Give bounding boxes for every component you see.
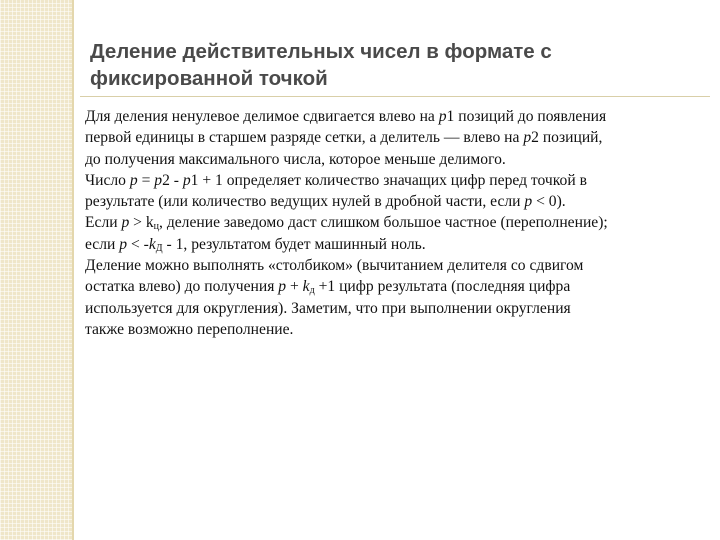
body-line: используется для округления). Заметим, что при выполнении округления — [85, 299, 571, 317]
body-line: до получения максимального числа, которое меньше делимого. — [85, 150, 506, 168]
text: 1 позиций до появления — [446, 108, 607, 125]
title-divider — [80, 96, 710, 97]
body-line — [85, 170, 710, 191]
var-p: p — [182, 171, 191, 189]
text: остатка влево) до получения — [85, 278, 279, 296]
subscript: ц — [153, 221, 160, 233]
text: если — [85, 235, 120, 253]
text: , деление заведомо даст слишком большое частное (переполнение); — [159, 214, 608, 232]
var-k: k — [148, 235, 156, 253]
var-p: p — [119, 235, 128, 253]
body-line: Деление можно выполнять «столбиком» (вычитанием делителя со сдвигом — [85, 257, 584, 275]
decorative-side-band — [0, 0, 72, 540]
body-line — [85, 106, 710, 127]
var-p: p — [129, 171, 138, 189]
var-p: p — [523, 129, 532, 147]
var-p: p — [121, 214, 130, 232]
text: > k — [129, 214, 154, 232]
var-p: p — [154, 171, 163, 189]
text: < - — [127, 235, 149, 253]
title-line-1: Деление действительных чисел в формате с — [90, 40, 552, 63]
body-line — [85, 212, 710, 233]
text: результате (или количество ведущих нулей в дробной части, если — [85, 193, 525, 211]
body-line — [85, 276, 710, 297]
var-p: p — [278, 278, 287, 296]
subscript: д — [309, 285, 315, 297]
text: Если — [85, 214, 122, 232]
text: < 0). — [532, 193, 566, 211]
body-line — [85, 127, 710, 148]
text: + — [286, 278, 303, 296]
text: Число — [85, 171, 130, 189]
body-line — [85, 234, 710, 255]
slide-title — [90, 38, 700, 92]
text: 2 - — [162, 171, 183, 189]
text: первой единицы в старшем разряде сетки, а делитель — влево на — [85, 129, 524, 147]
body-line: также возможно переполнение. — [85, 320, 294, 338]
body-line — [85, 191, 710, 212]
text: = — [137, 171, 155, 189]
subscript: Д — [155, 242, 163, 254]
var-p: p — [524, 193, 533, 211]
slide-body — [85, 106, 710, 340]
side-band-edge — [72, 0, 74, 540]
text: +1 цифр результата (последняя цифра — [314, 278, 571, 296]
text: 2 позиций, — [531, 129, 603, 147]
text: - 1, результатом будет машинный ноль. — [162, 235, 426, 253]
var-k: k — [302, 278, 310, 296]
text: 1 + 1 определяет количество значащих цифр перед точкой в — [190, 171, 587, 189]
text: Для деления ненулевое делимое сдвигается влево на — [85, 108, 439, 125]
var-p: p — [438, 108, 447, 125]
title-line-2: фиксированной точкой — [90, 67, 328, 90]
